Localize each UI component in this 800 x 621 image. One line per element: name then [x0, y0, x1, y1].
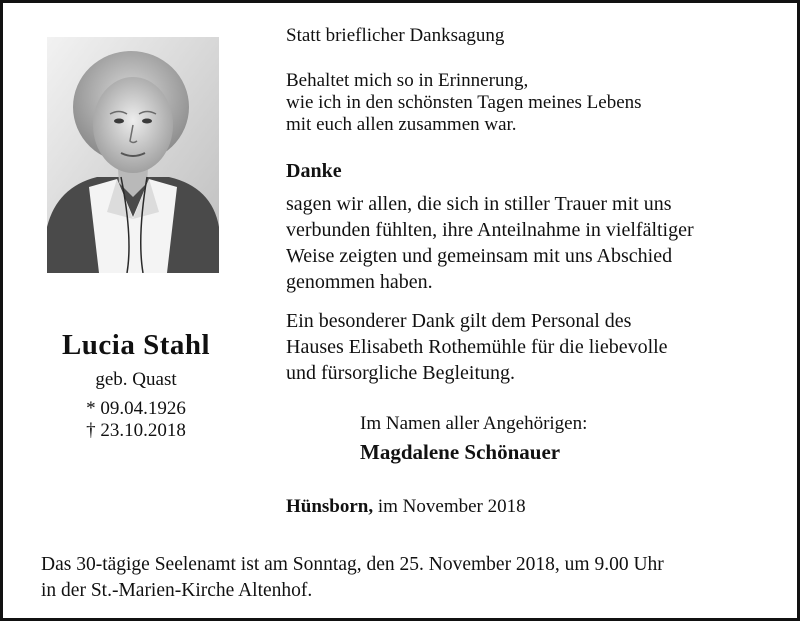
death-date: † 23.10.2018	[86, 420, 186, 441]
mass-line: in der St.-Marien-Kirche Altenhof.	[41, 580, 313, 601]
paragraph-line: genommen haben.	[286, 271, 433, 293]
maiden-name: geb. Quast	[95, 369, 177, 390]
danke-heading: Danke	[286, 160, 342, 182]
birth-date: * 09.04.1926	[86, 398, 186, 419]
verse-line: mit euch allen zusammen war.	[286, 114, 517, 135]
paragraph-line: verbunden fühlten, ihre Anteilnahme in vielfältiger	[286, 219, 694, 241]
paragraph-line: Hauses Elisabeth Rothemühle für die liebevolle	[286, 336, 668, 358]
paragraph-line: und fürsorgliche Begleitung.	[286, 362, 516, 384]
verse-line: wie ich in den schönsten Tagen meines Lebens	[286, 92, 642, 113]
intro-line: Statt brieflicher Danksagung	[286, 25, 505, 46]
signatory-name: Magdalene Schönauer	[360, 440, 561, 464]
mass-announcement	[41, 552, 664, 604]
mass-line: Das 30-tägige Seelenamt ist am Sonntag, den 25. November 2018, um 9.00 Uhr	[41, 554, 664, 575]
paragraph-line: Weise zeigten und gemeinsam mit uns Abschied	[286, 245, 673, 267]
thanks-paragraph	[286, 191, 694, 295]
verse-line: Behaltet mich so in Erinnerung,	[286, 70, 529, 91]
on-behalf-line: Im Namen aller Angehörigen:	[360, 413, 588, 434]
portrait-photo	[47, 37, 219, 273]
place-date-line	[286, 496, 526, 518]
verse	[286, 70, 642, 136]
special-thanks-paragraph	[286, 308, 668, 386]
date: im November 2018	[377, 496, 526, 517]
deceased-name: Lucia Stahl	[61, 329, 211, 361]
place: Hünsborn,	[286, 496, 374, 517]
paragraph-line: sagen wir allen, die sich in stiller Trauer mit uns	[286, 193, 672, 215]
paragraph-line: Ein besonderer Dank gilt dem Personal des	[286, 310, 632, 332]
